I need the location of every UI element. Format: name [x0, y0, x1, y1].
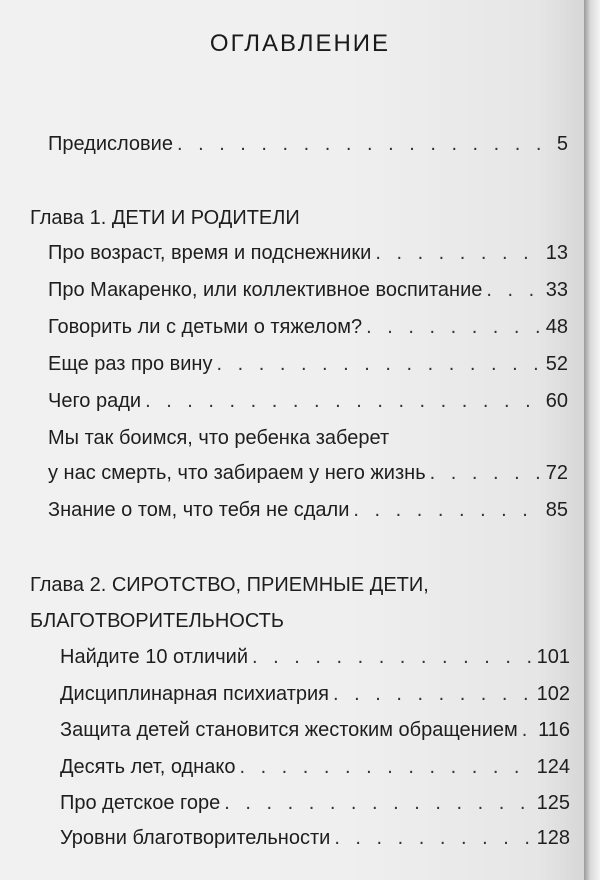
- toc-entry-label: Про детское горе: [60, 792, 221, 814]
- toc-entry-page: 101: [536, 646, 570, 668]
- toc-entry-label-line1: Мы так боимся, что ребенка заберет: [48, 427, 390, 449]
- toc-entry: [48, 278, 568, 302]
- toc-entry-page: 48: [545, 316, 568, 338]
- leader-dots: [334, 826, 532, 850]
- leader-dots: [252, 645, 533, 669]
- toc-entry: [48, 352, 568, 376]
- toc-entry-label: Уровни благотворительности: [60, 827, 331, 849]
- toc-entry-preface: [48, 132, 568, 156]
- toc-entry: [48, 241, 568, 265]
- toc-entry-page: 102: [536, 683, 570, 705]
- leader-dots: [333, 682, 533, 706]
- toc-entry: [48, 498, 568, 522]
- toc-entry-label: Защита детей становится жестоким обращением: [60, 719, 518, 741]
- toc-entry-page: 52: [545, 353, 568, 375]
- toc-entry-label: Про Макаренко, или коллективное воспитание: [48, 279, 483, 301]
- toc-entry-label: Говорить ли с детьми о тяжелом?: [48, 316, 363, 338]
- leader-dots: [145, 389, 542, 413]
- toc-entry-page: 33: [545, 279, 568, 301]
- toc-entry-label: у нас смерть, что забираем у него жизнь: [48, 462, 426, 484]
- toc-entry-page: 125: [536, 792, 570, 814]
- chapter-2-title-line2: БЛАГОТВОРИТЕЛЬНОСТЬ: [30, 610, 284, 632]
- toc-entry: [60, 718, 570, 742]
- toc-entry-page: 60: [545, 390, 568, 412]
- toc-entry-label: Десять лет, однако: [60, 756, 236, 778]
- toc-entry-page: 85: [545, 499, 568, 521]
- leader-dots: [430, 461, 542, 485]
- leader-dots: [375, 241, 541, 265]
- toc-entry: [60, 791, 570, 815]
- toc-entry-page: 124: [536, 756, 570, 778]
- toc-entry-page: 5: [556, 133, 568, 155]
- toc-entry-label: Про возраст, время и подснежники: [48, 242, 372, 264]
- leader-dots: [486, 278, 541, 302]
- toc-entry-label: Еще раз про вину: [48, 353, 213, 375]
- toc-entry-label: Предисловие: [48, 133, 173, 155]
- toc-entry-page: 116: [538, 719, 570, 741]
- leader-dots: [177, 132, 553, 156]
- toc-entry-label: Чего ради: [48, 390, 142, 412]
- leader-dots: [216, 352, 541, 376]
- leader-dots: [224, 791, 532, 815]
- toc-entry-label: Знание о том, что тебя не сдали: [48, 499, 350, 521]
- toc-entry: [48, 461, 568, 485]
- toc-entry-page: 13: [545, 242, 568, 264]
- chapter-1-title: Глава 1. ДЕТИ И РОДИТЕЛИ: [30, 207, 300, 229]
- toc-entry: [60, 826, 570, 850]
- toc-entry: [48, 315, 568, 339]
- toc-entry-page: 128: [536, 827, 570, 849]
- leader-dots: [239, 755, 532, 779]
- toc-entry-label: Найдите 10 отличий: [60, 646, 249, 668]
- toc-entry: [60, 645, 570, 669]
- toc-entry-page: 72: [545, 462, 568, 484]
- leader-dots: [366, 315, 542, 339]
- toc-entry: [60, 682, 570, 706]
- leader-dots: [522, 718, 534, 742]
- toc-entry-label: Дисциплинарная психиатрия: [60, 683, 330, 705]
- toc-entry: [60, 755, 570, 779]
- page-edge: [584, 0, 600, 880]
- toc-title: ОГЛАВЛЕНИЕ: [209, 30, 391, 57]
- chapter-2-title: Глава 2. СИРОТСТВО, ПРИЕМНЫЕ ДЕТИ,: [30, 574, 429, 596]
- leader-dots: [353, 498, 541, 522]
- toc-entry: [48, 389, 568, 413]
